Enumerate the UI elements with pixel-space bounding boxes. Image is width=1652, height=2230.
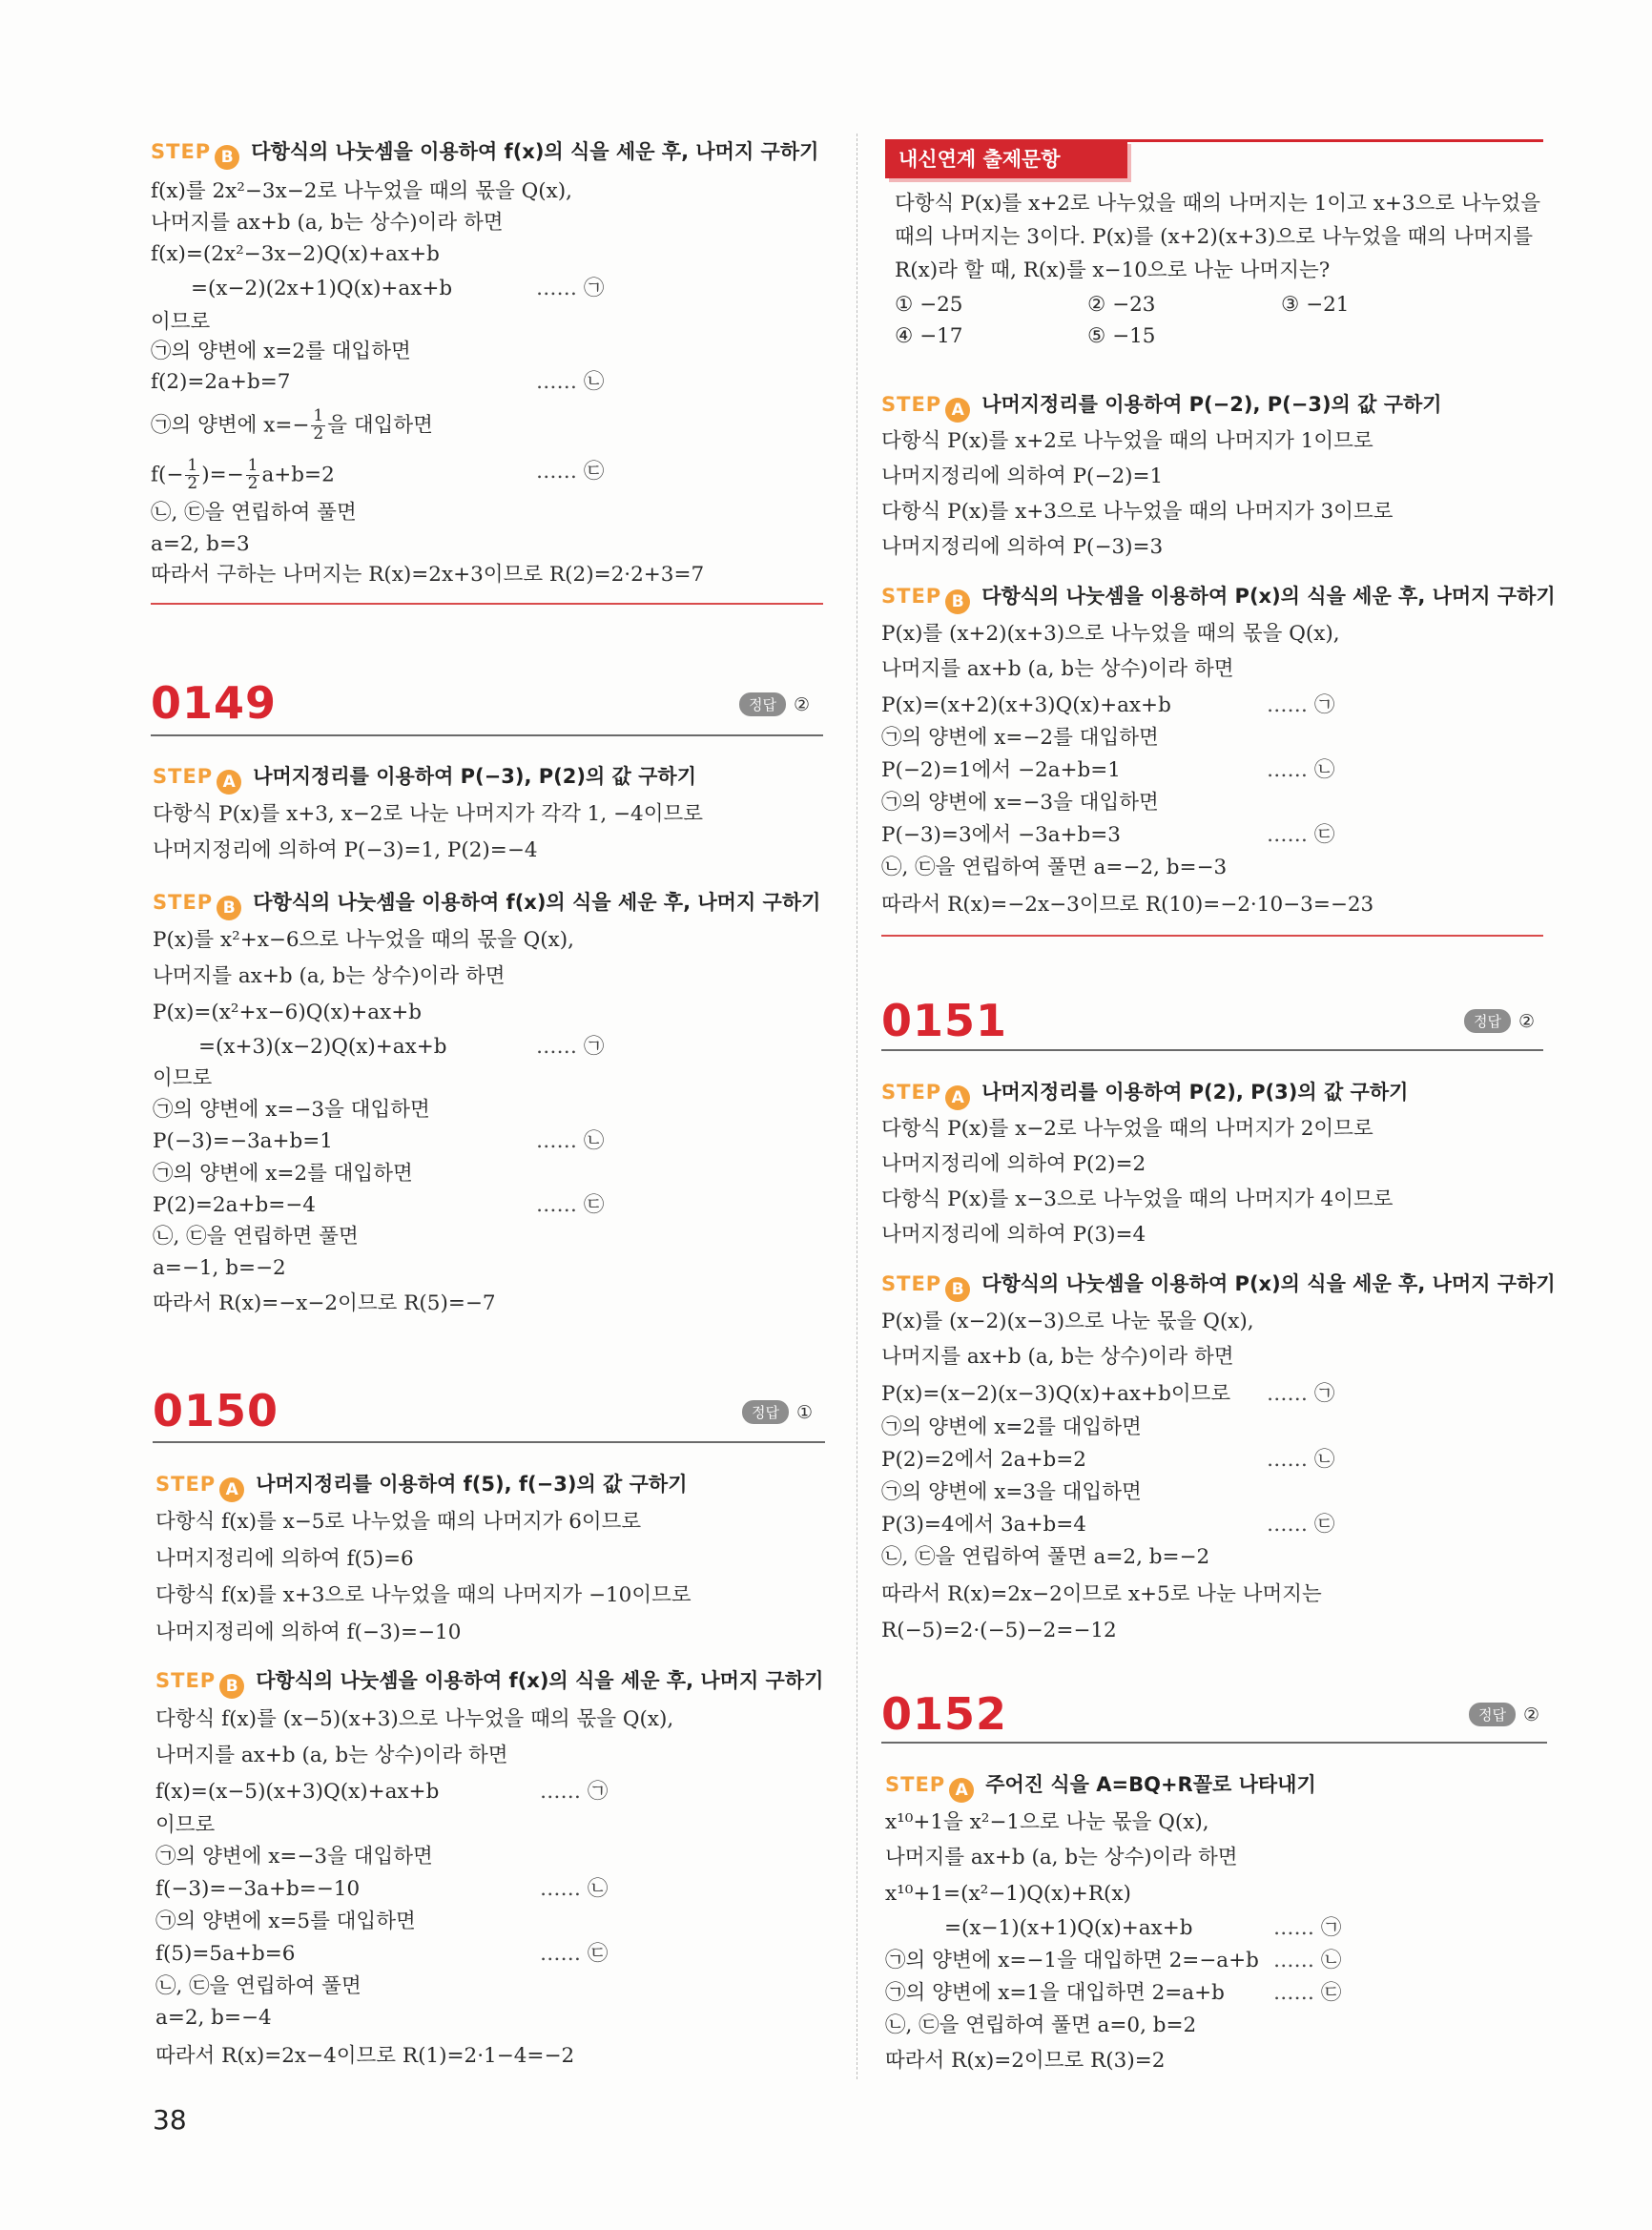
step-b-header: STEP B 다항식의 나눗셈을 이용하여 f(x)의 식을 세운 후, 나머지 구하기 [155, 1665, 823, 1699]
solution-line: 다항식 f(x)를 x−5로 나누었을 때의 나머지가 6이므로 [155, 1510, 642, 1534]
solution-line: ㉠의 양변에 x=5를 대입하면 [155, 1910, 416, 1933]
solution-line: =(x+3)(x−2)Q(x)+ax+b [198, 1035, 447, 1059]
solution-line: 나머지를 ax+b (a, b는 상수)이라 하면 [155, 1744, 508, 1767]
choice: ⑤ −15 [1087, 324, 1156, 348]
solution-line: 다항식 P(x)를 x+3으로 나누었을 때의 나머지가 3이므로 [881, 500, 1394, 524]
step-a-header: STEP A 나머지정리를 이용하여 P(−2), P(−3)의 값 구하기 [881, 389, 1442, 423]
solution-line: 다항식 f(x)를 x+3으로 나누었을 때의 나머지가 −10이므로 [155, 1583, 692, 1607]
fraction: $\frac{1}{2}$ [247, 456, 258, 493]
solution-line: ㉠의 양변에 x=2를 대입하면 [151, 340, 411, 363]
solution-line: ㉡, ㉢을 연립하여 풀면 a=0, b=2 [885, 2013, 1197, 2037]
solution-line: P(3)=4에서 3a+b=4 [881, 1513, 1086, 1537]
solution-line: 나머지정리에 의하여 P(−3)=3 [881, 535, 1164, 559]
solution-line: f(2)=2a+b=7 [151, 370, 291, 394]
equation-mark: …… ㉡ [536, 370, 605, 394]
solution-line: 다항식 P(x)를 x−2로 나누었을 때의 나머지가 2이므로 [881, 1117, 1373, 1141]
solution-line: 다항식 P(x)를 x−3으로 나누었을 때의 나머지가 4이므로 [881, 1187, 1394, 1211]
problem-underline [881, 1049, 1543, 1051]
equation-mark: …… ㉠ [1273, 1916, 1342, 1940]
equation-mark: …… ㉢ [1267, 823, 1335, 847]
solution-line: 따라서 R(x)=−2x−3이므로 R(10)=−2·10−3=−23 [881, 893, 1374, 917]
solution-line: 나머지정리에 의하여 P(−3)=1, P(2)=−4 [153, 838, 538, 862]
problem-number: 0151 [881, 995, 1008, 1046]
step-a-header: STEP A 주어진 식을 A=BQ+R꼴로 나타내기 [885, 1769, 1316, 1803]
solution-line: P(x)를 x²+x−6으로 나누었을 때의 몫을 Q(x), [153, 928, 574, 952]
step-a-header: STEP A 나머지정리를 이용하여 P(2), P(3)의 값 구하기 [881, 1077, 1408, 1110]
solution-line: P(x)=(x²+x−6)Q(x)+ax+b [153, 1001, 422, 1024]
solution-line: ㉠의 양변에 x=3을 대입하면 [881, 1480, 1142, 1504]
equation-mark: …… ㉡ [540, 1877, 609, 1901]
solution-line: 나머지를 ax+b (a, b는 상수)이라 하면 [881, 657, 1234, 681]
equation-mark: …… ㉢ [1273, 1981, 1342, 2005]
solution-line: 따라서 R(x)=2x−2이므로 x+5로 나눈 나머지는 [881, 1582, 1322, 1606]
section-divider [881, 935, 1543, 937]
solution-line: 나머지를 ax+b (a, b는 상수)이라 하면 [151, 211, 504, 235]
equation-mark: …… ㉠ [1267, 1382, 1335, 1406]
solution-line: 따라서 R(x)=−x−2이므로 R(5)=−7 [153, 1291, 496, 1315]
problem-text: 때의 나머지는 3이다. P(x)를 (x+2)(x+3)으로 나누었을 때의 나머지를 [895, 225, 1534, 249]
solution-line: ㉠의 양변에 x=2를 대입하면 [153, 1162, 413, 1186]
solution-line: f(x)=(x−5)(x+3)Q(x)+ax+b [155, 1780, 440, 1804]
choice: ③ −21 [1281, 293, 1350, 317]
solution-line: P(−3)=3에서 −3a+b=3 [881, 823, 1121, 847]
solution-line: P(−3)=−3a+b=1 [153, 1129, 333, 1153]
choice: ① −25 [895, 293, 963, 317]
problem-number: 0150 [153, 1385, 279, 1436]
solution-line: ㉠의 양변에 x=−3을 대입하면 [153, 1098, 430, 1122]
solution-line: R(−5)=2·(−5)−2=−12 [881, 1619, 1117, 1642]
choice: ④ −17 [895, 324, 963, 348]
solution-line: ㉠의 양변에 x=−3을 대입하면 [155, 1845, 433, 1869]
solution-line: a=2, b=3 [151, 532, 250, 556]
equation-mark: …… ㉡ [536, 1129, 605, 1153]
problem-underline [151, 734, 823, 736]
solution-line: ㉠의 양변에 x=−2를 대입하면 [881, 726, 1159, 750]
solution-line: =(x−2)(2x+1)Q(x)+ax+b [191, 277, 453, 300]
problem-underline [881, 1742, 1547, 1744]
solution-line: 나머지정리에 의하여 P(3)=4 [881, 1223, 1146, 1247]
solution-line: =(x−1)(x+1)Q(x)+ax+b [944, 1916, 1193, 1940]
solution-line: f(5)=5a+b=6 [155, 1942, 296, 1966]
solution-line: f(x)=(2x²−3x−2)Q(x)+ax+b [151, 242, 440, 266]
solution-line: 나머지를 ax+b (a, b는 상수)이라 하면 [885, 1846, 1238, 1869]
solution-line: P(2)=2a+b=−4 [153, 1193, 316, 1217]
solution-line: 이므로 [151, 310, 211, 334]
solution-line: 다항식 P(x)를 x+2로 나누었을 때의 나머지가 1이므로 [881, 429, 1373, 453]
answer-badge: 정답 ① [742, 1400, 813, 1424]
solution-line: 따라서 R(x)=2x−4이므로 R(1)=2·1−4=−2 [155, 2044, 575, 2068]
text: ㉠의 양변에 x=− [151, 413, 310, 438]
solution-line: 나머지를 ax+b (a, b는 상수)이라 하면 [153, 964, 506, 988]
solution-line: P(x)를 (x+2)(x+3)으로 나누었을 때의 몫을 Q(x), [881, 622, 1340, 646]
solution-line: ㉡, ㉢을 연립하여 풀면 [151, 501, 357, 525]
equation-mark: …… ㉡ [1273, 1949, 1342, 1972]
step-b-header: STEP B 다항식의 나눗셈을 이용하여 P(x)의 식을 세운 후, 나머지 구하기 [881, 581, 1556, 614]
solution-line: 나머지정리에 의하여 P(2)=2 [881, 1152, 1146, 1176]
solution-line: ㉡, ㉢을 연립하여 풀면 [155, 1974, 361, 1998]
problem-number: 0149 [151, 677, 278, 729]
solution-line: 다항식 P(x)를 x+3, x−2로 나눈 나머지가 각각 1, −4이므로 [153, 802, 704, 826]
solution-line: x¹⁰+1=(x²−1)Q(x)+R(x) [885, 1882, 1131, 1906]
solution-line: ㉠의 양변에 x=1을 대입하면 2=a+b [885, 1981, 1225, 2005]
solution-line: P(x)=(x+2)(x+3)Q(x)+ax+b [881, 693, 1171, 717]
solution-line: 나머지정리에 의하여 P(−2)=1 [881, 465, 1164, 488]
solution-line: P(−2)=1에서 −2a+b=1 [881, 758, 1121, 782]
text: f(− [151, 463, 184, 487]
solution-line: 이므로 [155, 1813, 216, 1837]
solution-line: 다항식 f(x)를 (x−5)(x+3)으로 나누었을 때의 몫을 Q(x), [155, 1707, 674, 1731]
step-b-header: STEP B 다항식의 나눗셈을 이용하여 P(x)의 식을 세운 후, 나머지 구하기 [881, 1269, 1556, 1302]
step-a-header: STEP A 나머지정리를 이용하여 f(5), f(−3)의 값 구하기 [155, 1469, 688, 1502]
text: a+b=2 [261, 463, 335, 487]
solution-line-fraction [151, 408, 433, 444]
equation-mark: …… ㉠ [536, 1035, 605, 1059]
solution-line: ㉡, ㉢을 연립하면 풀면 [153, 1225, 359, 1249]
solution-line: ㉠의 양변에 x=−3을 대입하면 [881, 791, 1159, 815]
solution-line: 따라서 구하는 나머지는 R(x)=2x+3이므로 R(2)=2·2+3=7 [151, 563, 705, 587]
answer-badge: 정답 ② [1464, 1009, 1535, 1033]
step-a-header: STEP A 나머지정리를 이용하여 P(−3), P(2)의 값 구하기 [153, 761, 696, 795]
step-b-header: STEP B 다항식의 나눗셈을 이용하여 f(x)의 식을 세운 후, 나머지 구하기 [153, 887, 820, 920]
solution-line: x¹⁰+1을 x²−1으로 나눈 몫을 Q(x), [885, 1810, 1209, 1834]
step-b-header [151, 136, 818, 170]
text: 을 대입하면 [327, 413, 433, 438]
equation-mark: …… ㉢ [536, 1193, 605, 1217]
text: )=− [201, 463, 244, 487]
solution-line: ㉡, ㉢을 연립하여 풀면 a=−2, b=−3 [881, 856, 1228, 879]
section-divider [151, 603, 823, 605]
problem-underline [153, 1441, 825, 1443]
solution-line: P(x)=(x−2)(x−3)Q(x)+ax+b이므로 [881, 1382, 1231, 1406]
answer-badge: 정답 ② [1469, 1703, 1539, 1726]
naesin-header: 내신연계 출제문항 [885, 140, 1127, 178]
equation-mark: …… ㉠ [1267, 693, 1335, 717]
equation-mark: …… ㉢ [540, 1942, 609, 1966]
fraction: $\frac{1}{2}$ [187, 456, 198, 493]
equation-mark: …… ㉡ [1267, 1448, 1335, 1472]
equation-mark: …… ㉠ [536, 277, 605, 300]
solution-line: ㉠의 양변에 x=−1을 대입하면 2=−a+b [885, 1949, 1259, 1972]
step-badge: B [215, 145, 239, 170]
fraction: $\frac{1}{2}$ [313, 406, 324, 444]
equation-mark: …… ㉡ [1267, 758, 1335, 782]
solution-line: 나머지정리에 의하여 f(−3)=−10 [155, 1621, 462, 1644]
answer-badge: 정답 ② [739, 692, 810, 716]
solution-line: ㉠의 양변에 x=2를 대입하면 [881, 1415, 1142, 1439]
problem-text: R(x)라 할 때, R(x)를 x−10으로 나눈 나머지는? [895, 258, 1331, 282]
solution-line: f(x)를 2x²−3x−2로 나누었을 때의 몫을 Q(x), [151, 179, 573, 203]
solution-line: 나머지를 ax+b (a, b는 상수)이라 하면 [881, 1345, 1234, 1369]
equation-mark: …… ㉠ [540, 1780, 609, 1804]
solution-line: a=−1, b=−2 [153, 1256, 286, 1280]
solution-line: 이므로 [153, 1066, 213, 1090]
choice: ② −23 [1087, 293, 1156, 317]
solution-line: P(2)=2에서 2a+b=2 [881, 1448, 1086, 1472]
solution-line: 따라서 R(x)=2이므로 R(3)=2 [885, 2049, 1166, 2073]
solution-line: a=2, b=−4 [155, 2006, 272, 2030]
solution-line: P(x)를 (x−2)(x−3)으로 나눈 몫을 Q(x), [881, 1310, 1254, 1333]
solution-line: 나머지정리에 의하여 f(5)=6 [155, 1547, 414, 1571]
solution-line-fraction [151, 458, 335, 493]
solution-line: f(−3)=−3a+b=−10 [155, 1877, 361, 1901]
page-number: 38 [153, 2104, 187, 2136]
solution-line: ㉡, ㉢을 연립하여 풀면 a=2, b=−2 [881, 1545, 1210, 1569]
equation-mark: …… ㉢ [1267, 1513, 1335, 1537]
step-title: 다항식의 나눗셈을 이용하여 f(x)의 식을 세운 후, 나머지 구하기 [251, 140, 819, 163]
problem-number: 0152 [881, 1688, 1008, 1740]
step-tag: STEP [151, 140, 212, 163]
problem-text: 다항식 P(x)를 x+2로 나누었을 때의 나머지는 1이고 x+3으로 나누었을 [895, 192, 1541, 216]
equation-mark: …… ㉢ [536, 460, 605, 484]
